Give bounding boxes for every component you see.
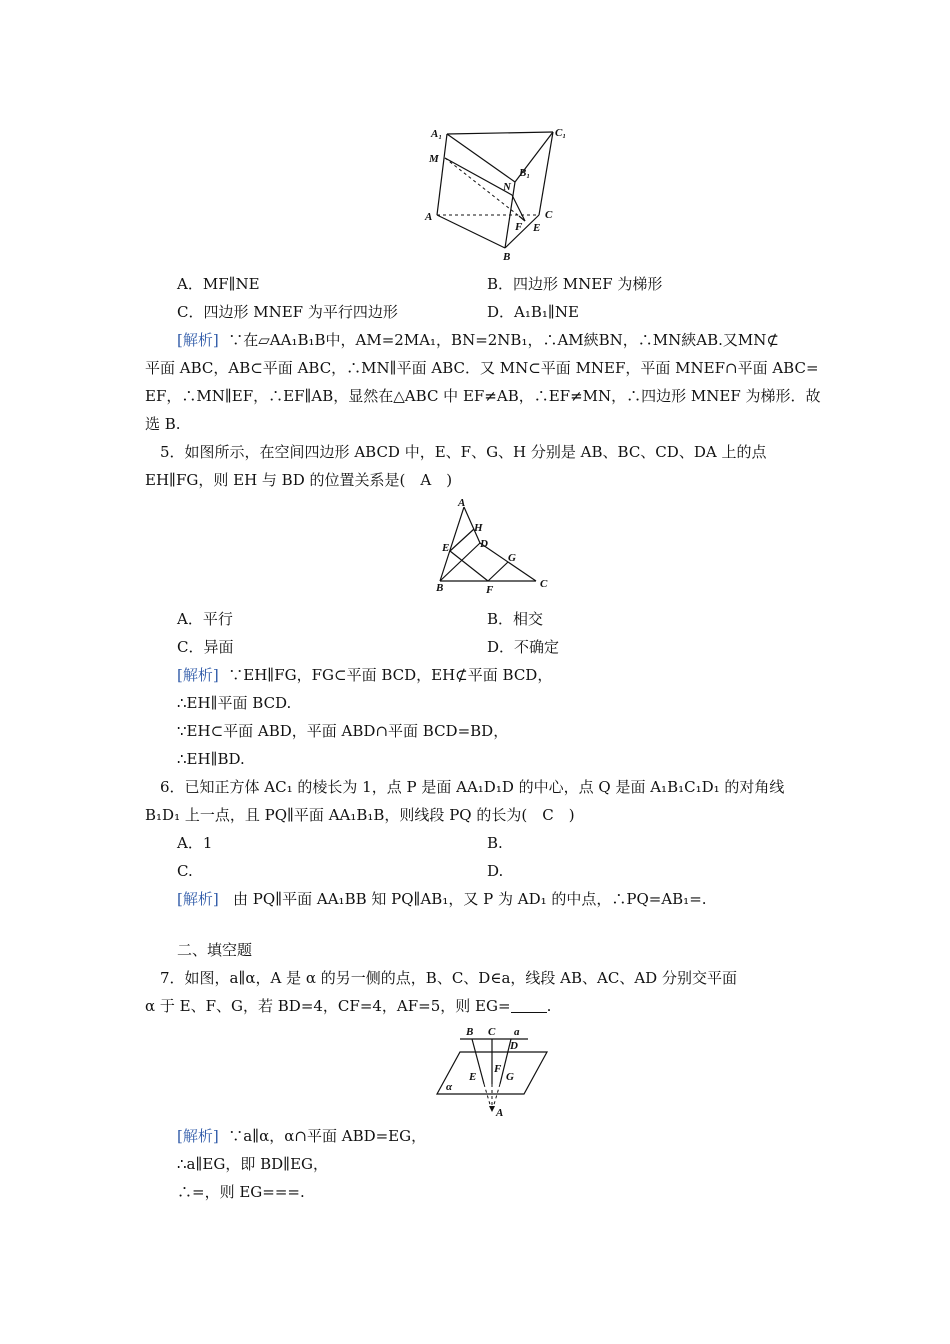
q6-solution-tag: [解析] [177, 890, 219, 908]
prism-figure [415, 120, 575, 270]
q6-stem-line-1: 6．已知正方体 AC₁ 的棱长为 1，点 P 是面 AA₁D₁D 的中心，点 Q 是面 A₁B₁C₁D₁ 的对角线 [160, 778, 785, 796]
tetrahedron-figure [428, 497, 558, 597]
label-E: E [469, 1071, 477, 1083]
label-alpha: α [446, 1081, 453, 1093]
q6-stem-line-2: B₁D₁ 上一点，且 PQ∥平面 AA₁B₁B，则线段 PQ 的长为( C ) [145, 806, 575, 824]
q7-solution-line-2: ∴a∥EG，即 BD∥EG， [177, 1155, 329, 1173]
q6-solution: [解析] 由 PQ∥平面 AA₁BB 知 PQ∥AB₁，又 P 为 AD₁ 的中点，∴PQ=AB₁=. [177, 890, 707, 908]
q5-solution-tag: [解析] [177, 666, 219, 684]
label-C: C [540, 578, 548, 590]
q5-stem-line-1: 5．如图所示，在空间四边形 ABCD 中，E、F、G、H 分别是 AB、BC、CD、DA 上的点 [160, 443, 767, 461]
q4-option-b: B．四边形 MNEF 为梯形 [487, 275, 663, 293]
label-A: A [496, 1107, 504, 1119]
label-E: E [442, 542, 450, 554]
q4-solution-line-1: [解析] ∵在▱AA₁B₁B中，AM=2MA₁，BN=2NB₁，∴AM綊BN，∴MN綊AB.又MN⊄ [177, 331, 779, 349]
q6-option-a: A．1 [177, 834, 213, 852]
q5-option-d: D．不确定 [487, 638, 560, 656]
q4-solution-line-3: EF，∴MN∥EF，∴EF∥AB，显然在△ABC 中 EF≠AB，∴EF≠MN，∴四边形 MNEF 为梯形．故 [145, 387, 821, 405]
q5-solution-line-4: ∴EH∥BD. [177, 750, 245, 768]
label-G: G [508, 552, 516, 564]
label-B1: B₁ [519, 167, 531, 179]
label-B: B [503, 251, 511, 263]
label-G: G [506, 1071, 514, 1083]
label-N: N [503, 181, 511, 193]
q4-option-d: D．A₁B₁∥NE [487, 303, 579, 321]
label-F: F [494, 1063, 502, 1075]
q7-solution-line-3: ∴=，则 EG===. [177, 1183, 305, 1201]
label-B: B [436, 582, 444, 594]
q7-stem-line-2: α 于 E、F、G，若 BD=4，CF=4，AF=5，则 EG= . [145, 997, 552, 1015]
label-A: A [458, 497, 466, 509]
label-C: C [545, 209, 553, 221]
plane-figure [432, 1022, 552, 1117]
label-F: F [486, 584, 494, 596]
label-E: E [533, 222, 541, 234]
label-F: F [515, 221, 523, 233]
q7-solution-tag: [解析] [177, 1127, 219, 1145]
q5-stem-line-2: EH∥FG，则 EH 与 BD 的位置关系是( A ) [145, 471, 453, 489]
q5-solution-line-3: ∵EH⊂平面 ABD，平面 ABD∩平面 BCD=BD， [177, 722, 509, 740]
q5-solution-line-1: [解析] ∵EH∥FG，FG⊂平面 BCD，EH⊄平面 BCD， [177, 666, 553, 684]
q5-option-c: C．异面 [177, 638, 234, 656]
label-C1: C₁ [555, 127, 567, 139]
label-A1: A₁ [431, 128, 443, 140]
label-C: C [488, 1026, 496, 1038]
label-A: A [425, 211, 433, 223]
q5-solution-line-2: ∴EH∥平面 BCD. [177, 694, 292, 712]
label-D: D [480, 538, 488, 550]
q4-solution-tag: [解析] [177, 331, 219, 349]
q5-option-b: B．相交 [487, 610, 544, 628]
q6-option-d: D. [487, 862, 504, 880]
label-a: a [514, 1026, 520, 1038]
label-D: D [510, 1040, 518, 1052]
q4-option-c: C．四边形 MNEF 为平行四边形 [177, 303, 398, 321]
q4-solution-line-2: 平面 ABC，AB⊂平面 ABC，∴MN∥平面 ABC．又 MN⊂平面 MNEF，平面 MNEF∩平面 ABC= [145, 359, 819, 377]
label-H: H [474, 522, 483, 534]
q4-solution-line-4: 选 B. [145, 415, 181, 433]
label-B: B [466, 1026, 474, 1038]
q7-solution-line-1: [解析] ∵a∥α，α∩平面 ABD=EG， [177, 1127, 427, 1145]
q6-option-c: C. [177, 862, 193, 880]
section-title: 二、填空题 [177, 941, 253, 959]
answer-blank [511, 998, 547, 1013]
q7-stem-line-1: 7．如图，a∥α，A 是 α 的另一侧的点，B、C、D∈a，线段 AB、AC、AD 分别交平面 [160, 969, 737, 987]
label-M: M [429, 153, 439, 165]
q5-option-a: A．平行 [177, 610, 233, 628]
q4-option-a: A．MF∥NE [177, 275, 260, 293]
q6-option-b: B. [487, 834, 503, 852]
